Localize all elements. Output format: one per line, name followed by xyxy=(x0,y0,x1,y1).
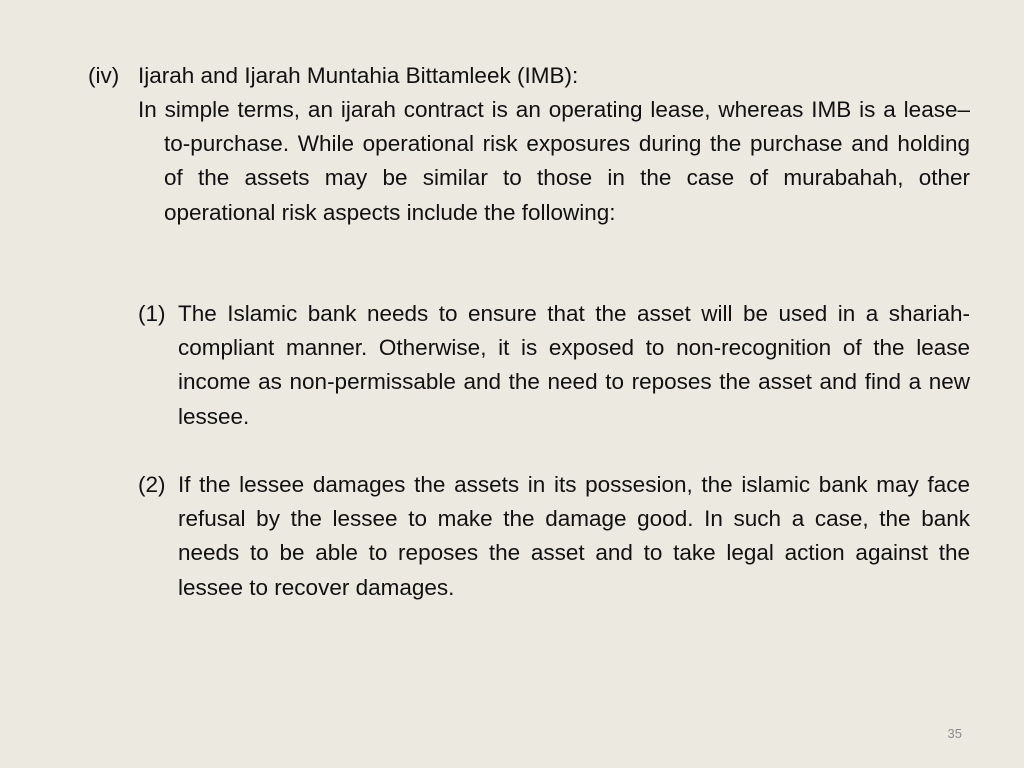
list-item-number: (1) xyxy=(138,301,166,326)
page-number: 35 xyxy=(947,726,962,741)
list-item-text: The Islamic bank needs to ensure that the asset will be used in a shariah-compliant manner. Otherwise, it is exposed to non-recognition of the lease income as non-permissable and the need to reposes the asset and find a new lessee. xyxy=(178,301,970,429)
list-item xyxy=(138,297,970,434)
list-item-text: If the lessee damages the assets in its possesion, the islamic bank may face refusal by the lessee to make the damage good. In such a case, the bank needs to be able to reposes the asset and to take legal action against the lessee to recover damages. xyxy=(178,472,970,600)
section-intro: In simple terms, an ijarah contract is an operating lease, whereas IMB is a lease–to-purchase. While operational risk exposures during the purchase and holding of the assets may be similar to those in the case of murabahah, other operational risk aspects include the following: xyxy=(138,97,970,225)
section-heading xyxy=(88,59,578,93)
list-item-number: (2) xyxy=(138,472,166,497)
section-marker: (iv) xyxy=(88,63,120,88)
section-title: Ijarah and Ijarah Muntahia Bittamleek (IMB): xyxy=(138,63,579,88)
list-item xyxy=(138,468,970,605)
